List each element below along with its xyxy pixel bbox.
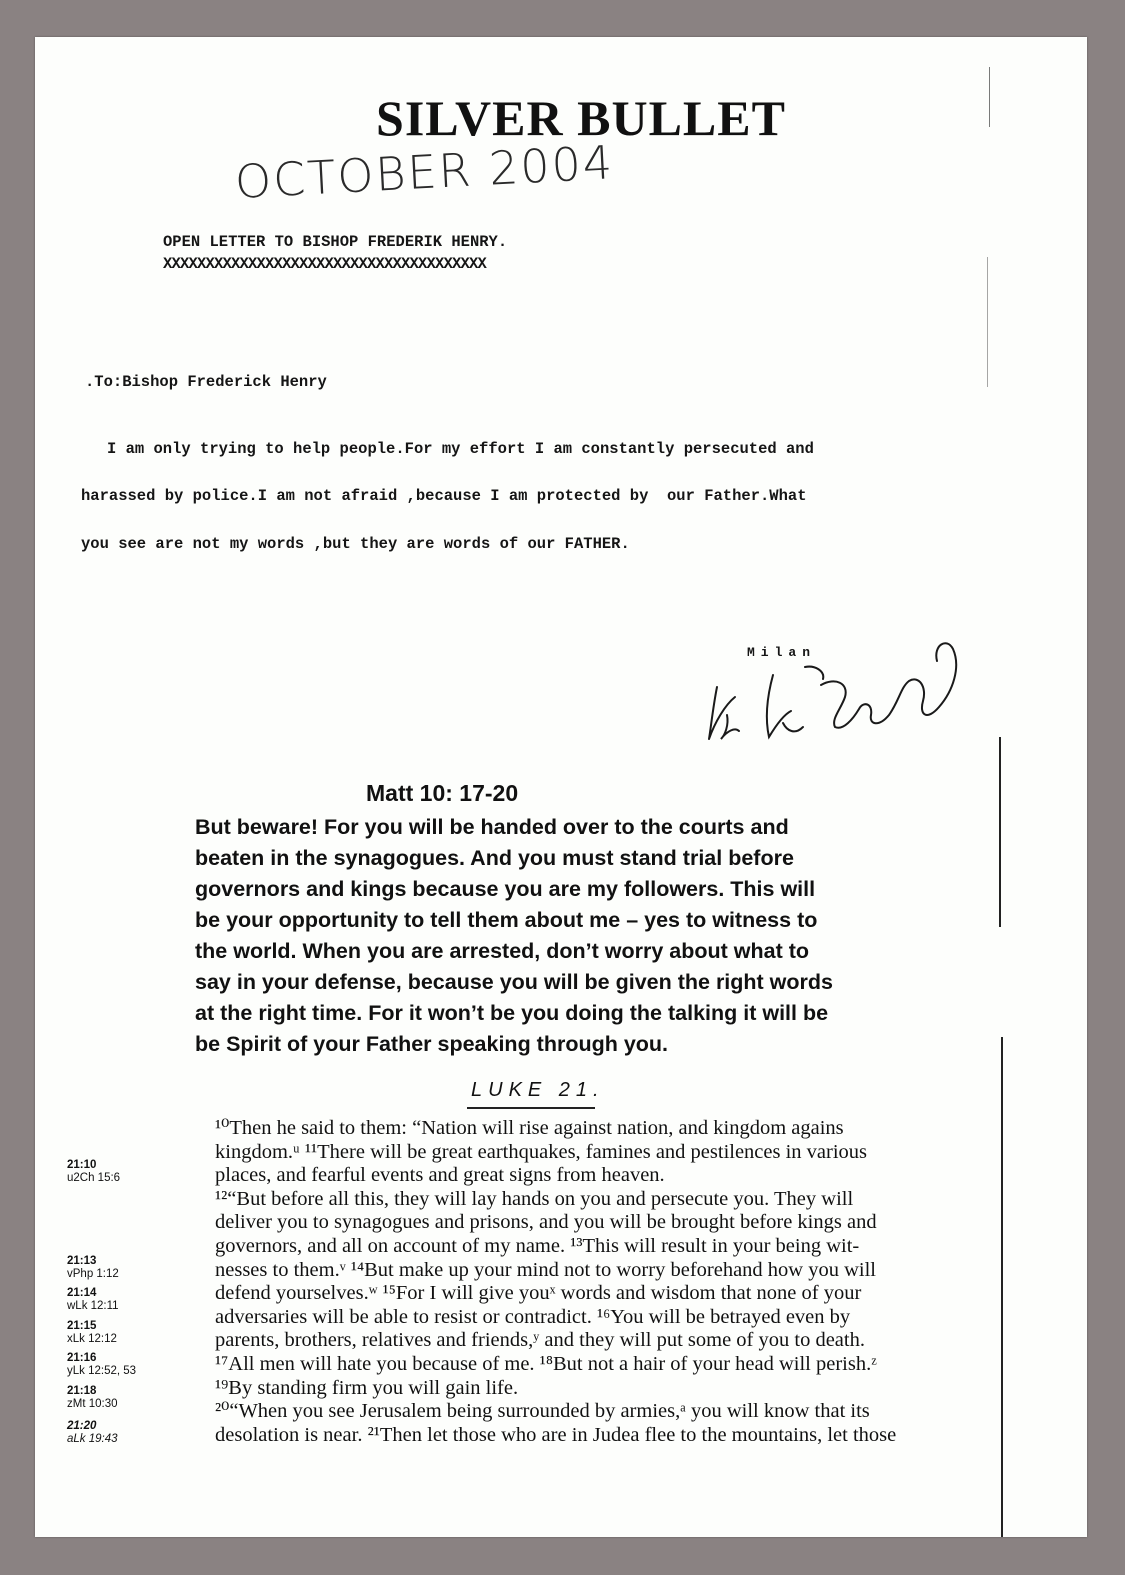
- margin-verse: 21:10: [67, 1159, 97, 1171]
- margin-citation: aLk 19:43: [67, 1433, 118, 1445]
- scan-edge-line: [989, 67, 990, 127]
- margin-verse: 21:20: [67, 1420, 97, 1432]
- margin-citation: xLk 12:12: [67, 1333, 117, 1345]
- document-title: SILVER BULLET: [376, 90, 786, 146]
- margin-citation: wLk 12:11: [67, 1300, 119, 1312]
- luke-heading-underline: [467, 1107, 595, 1109]
- bible-line: desolation is near. ²¹Then let those who are in Judea flee to the mountains, let those: [215, 1423, 897, 1446]
- matthew-passage: [195, 812, 895, 1060]
- margin-ref: [67, 1385, 177, 1411]
- passage-line: governors and kings because you are my followers. This will: [195, 877, 816, 901]
- letter-heading-underline: XXXXXXXXXXXXXXXXXXXXXXXXXXXXXXXXXXXXXX: [163, 255, 487, 273]
- passage-line: at the right time. For it won’t be you doing the talking it will be: [195, 1001, 829, 1025]
- margin-ref: [67, 1287, 177, 1313]
- bible-line: parents, brothers, relatives and friends,ʸ and they will put some of you to death.: [215, 1329, 865, 1352]
- passage-line: But beware! For you will be handed over to the courts and: [195, 815, 789, 839]
- passage-line: be Spirit of your Father speaking through you.: [195, 1032, 669, 1056]
- bible-line: ¹⁰Then he said to them: “Nation will rise against nation, and kingdom agains: [215, 1117, 844, 1139]
- margin-citation: vPhp 1:12: [67, 1268, 119, 1280]
- margin-ref: [67, 1159, 177, 1185]
- bible-line: ¹⁷All men will hate you because of me. ¹⁸But not a hair of your head will perish.ᶻ: [215, 1352, 877, 1375]
- bible-line: adversaries will be able to resist or contradict. ¹⁶You will be betrayed even by: [215, 1305, 851, 1328]
- passage-line: say in your defense, because you will be given the right words: [195, 970, 833, 994]
- letter-salutation: .To:Bishop Frederick Henry: [85, 373, 327, 391]
- bible-line: defend yourselves.ʷ ¹⁵For I will give youˣ words and wisdom that none of your: [215, 1282, 862, 1305]
- margin-citation: zMt 10:30: [67, 1398, 118, 1410]
- margin-verse: 21:18: [67, 1385, 97, 1397]
- margin-verse: 21:13: [67, 1255, 97, 1267]
- bible-line: ¹⁹By standing firm you will gain life.: [215, 1376, 519, 1399]
- letter-body-line: I am only trying to help people.For my effort I am constantly persecuted and: [107, 440, 814, 458]
- signature: [665, 627, 985, 747]
- bible-line: places, and fearful events and great signs from heaven.: [215, 1164, 665, 1187]
- scanned-page: [35, 37, 1087, 1537]
- letter-heading: OPEN LETTER TO BISHOP FREDERIK HENRY.: [163, 233, 508, 251]
- margin-ref: [67, 1420, 177, 1446]
- margin-verse: 21:16: [67, 1352, 97, 1364]
- letter-body-line: harassed by police.I am not afraid ,because I am protected by our Father.What: [81, 487, 807, 505]
- scan-edge-line: [999, 737, 1001, 927]
- scan-edge-line: [987, 257, 988, 387]
- margin-verse: 21:14: [67, 1287, 97, 1299]
- letter-body-line: you see are not my words ,but they are words of our FATHER.: [81, 535, 630, 553]
- margin-ref: [67, 1352, 177, 1378]
- signature-typed-name: Milan: [747, 645, 817, 660]
- scan-edge-line: [1001, 1037, 1003, 1537]
- bible-line: kingdom.ᵘ ¹¹There will be great earthquakes, famines and pestilences in various: [215, 1140, 868, 1163]
- luke-passage: [215, 1117, 1015, 1447]
- scripture-reference: Matt 10: 17-20: [366, 780, 519, 806]
- bible-line: ²⁰“When you see Jerusalem being surrounded by armies,ᵃ you will know that its: [215, 1400, 870, 1423]
- margin-citation: u2Ch 15:6: [67, 1172, 121, 1184]
- luke-heading: LUKE 21.: [471, 1079, 605, 1101]
- bible-line: governors, and all on account of my name. ¹³This will result in your being wit-: [215, 1234, 860, 1257]
- handwritten-date: OCTOBER 2004: [233, 135, 616, 209]
- margin-ref: [67, 1255, 177, 1281]
- passage-line: the world. When you are arrested, don’t worry about what to: [195, 939, 809, 963]
- bible-line: deliver you to synagogues and prisons, and you will be brought before kings and: [215, 1211, 877, 1234]
- margin-citation: yLk 12:52, 53: [67, 1365, 137, 1377]
- margin-verse: 21:15: [67, 1320, 97, 1332]
- bible-line: ¹²“But before all this, they will lay hands on you and persecute you. They will: [215, 1187, 854, 1210]
- passage-line: be your opportunity to tell them about me – yes to witness to: [195, 908, 818, 932]
- bible-line: nesses to them.ᵛ ¹⁴But make up your mind not to worry beforehand how you will: [215, 1258, 876, 1281]
- passage-line: beaten in the synagogues. And you must stand trial before: [195, 846, 794, 870]
- margin-ref: [67, 1320, 177, 1346]
